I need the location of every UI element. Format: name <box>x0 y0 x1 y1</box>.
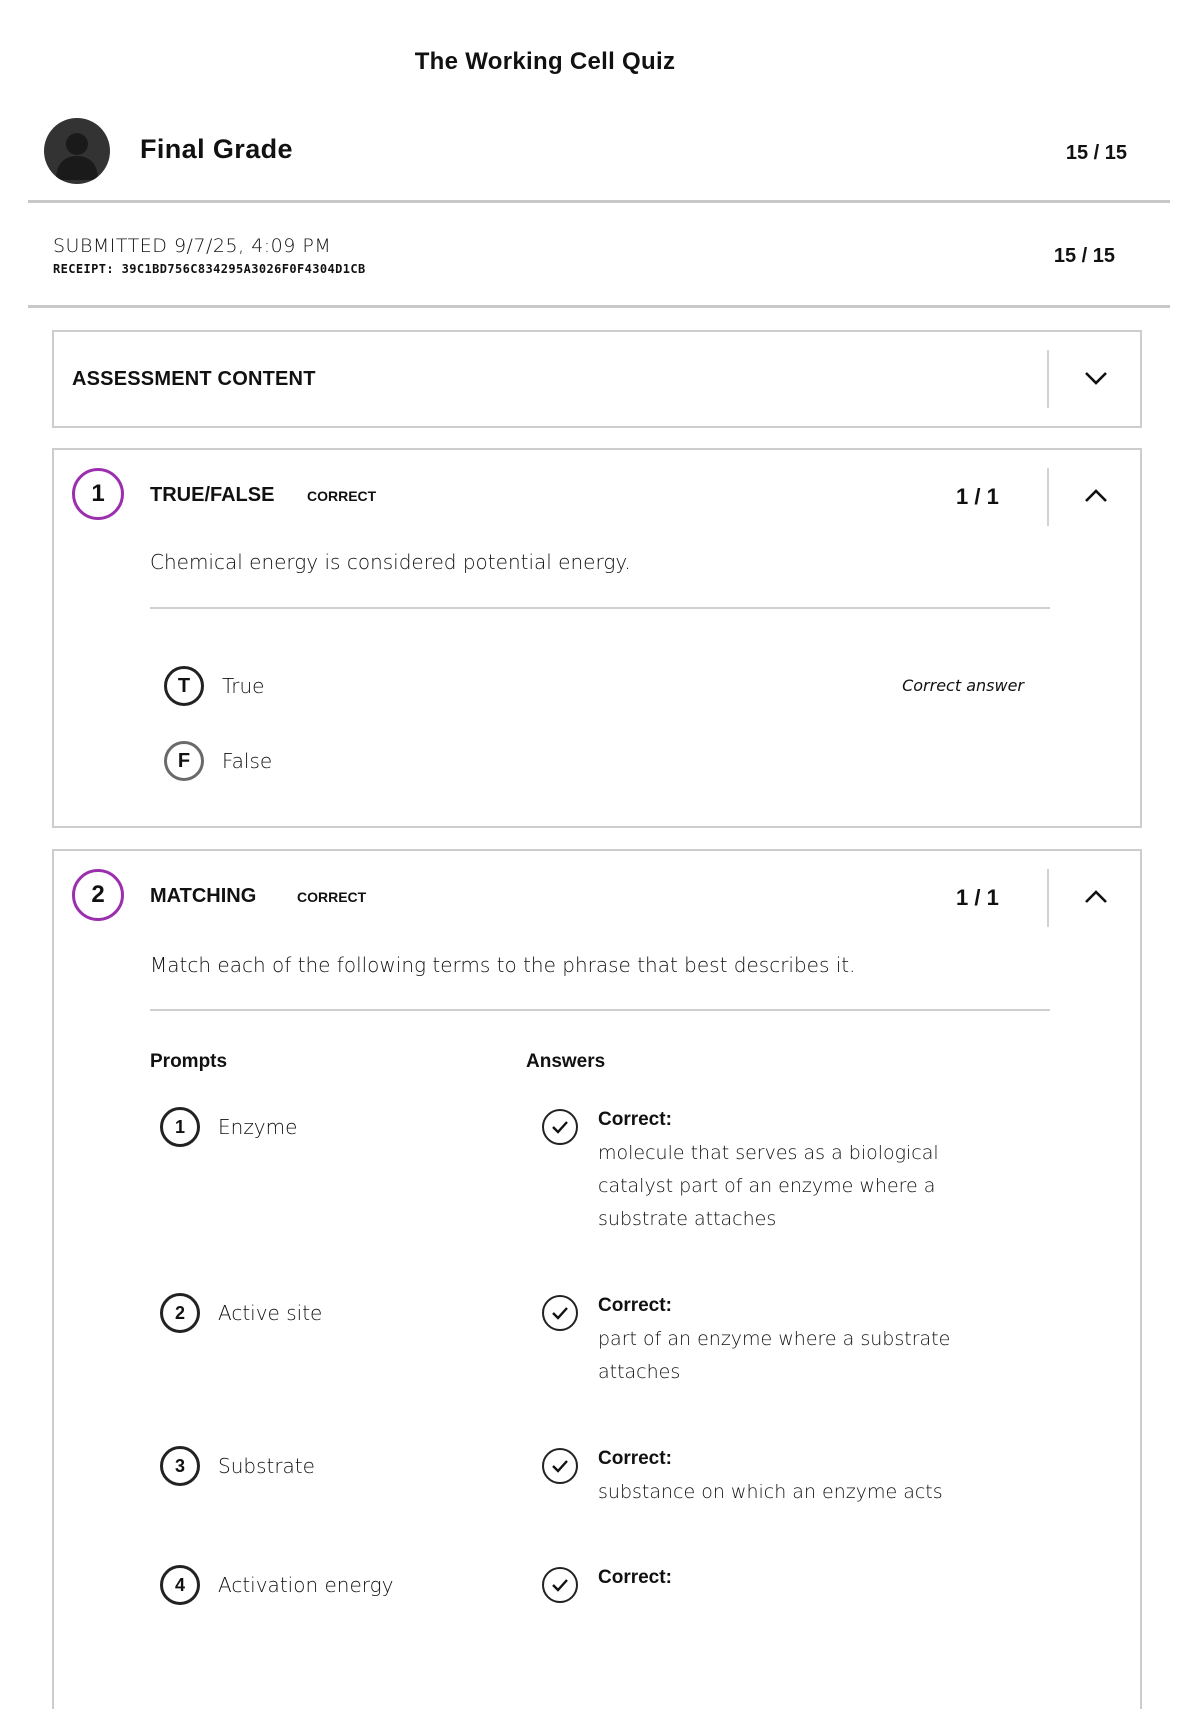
answer-text: molecule that serves as a biological catalyst part of an enzyme where a substrate attaches <box>598 1142 939 1230</box>
correct-label: Correct: <box>598 1567 672 1588</box>
question-text: Match each of the following terms to the phrase that best describes it. <box>150 953 856 977</box>
check-circle-icon <box>542 1567 578 1603</box>
question-status: CORRECT <box>297 889 367 905</box>
question-score: 1 / 1 <box>956 484 999 509</box>
prompt-term: Substrate <box>218 1454 315 1478</box>
correct-answer-tag: Correct answer <box>902 676 1024 695</box>
prompts-header: Prompts <box>150 1051 228 1072</box>
chevron-up-icon[interactable] <box>1082 482 1110 510</box>
question-2-card <box>52 849 1142 1709</box>
question-type: TRUE/FALSE <box>150 484 275 506</box>
check-circle-icon <box>542 1295 578 1331</box>
chevron-down-icon[interactable] <box>1082 364 1110 392</box>
option-true[interactable] <box>164 666 1024 710</box>
question-text: Chemical energy is considered potential energy. <box>150 550 631 574</box>
answer-text: part of an enzyme where a substrate attaches <box>598 1328 951 1383</box>
divider <box>1047 468 1049 526</box>
prompt-number: 3 <box>160 1446 200 1486</box>
check-circle-icon <box>542 1448 578 1484</box>
assessment-content-panel[interactable] <box>52 330 1142 428</box>
chevron-up-icon[interactable] <box>1082 883 1110 911</box>
question-1-card <box>52 448 1142 828</box>
option-label: False <box>222 749 273 773</box>
option-label: True <box>222 674 265 698</box>
divider <box>28 305 1170 308</box>
divider <box>28 200 1170 203</box>
page-title: The Working Cell Quiz <box>414 48 676 75</box>
divider <box>1047 350 1049 408</box>
assessment-content-title: ASSESSMENT CONTENT <box>72 368 316 390</box>
prompt-number: 1 <box>160 1107 200 1147</box>
prompt-term: Active site <box>218 1301 323 1325</box>
option-letter: T <box>164 666 204 706</box>
divider <box>150 1009 1050 1011</box>
correct-label: Correct: <box>598 1448 672 1469</box>
question-score: 1 / 1 <box>956 885 999 910</box>
user-avatar-icon <box>44 118 110 184</box>
answers-header: Answers <box>526 1051 606 1072</box>
submitted-timestamp: SUBMITTED 9/7/25, 4:09 PM <box>53 235 332 257</box>
question-status: CORRECT <box>307 488 377 504</box>
question-number-badge: 1 <box>72 468 124 520</box>
receipt-id: RECEIPT: 39C1BD756C834295A3026F0F4304D1CB <box>53 262 366 276</box>
final-grade-label: Final Grade <box>140 134 293 164</box>
final-score: 15 / 15 <box>1065 142 1127 164</box>
answer-text: substance on which an enzyme acts <box>598 1481 943 1503</box>
prompt-term: Enzyme <box>218 1115 298 1139</box>
prompt-number: 2 <box>160 1293 200 1333</box>
option-false[interactable] <box>164 741 464 785</box>
check-circle-icon <box>542 1109 578 1145</box>
option-letter: F <box>164 741 204 781</box>
question-number-badge: 2 <box>72 869 124 921</box>
question-type: MATCHING <box>150 885 257 907</box>
divider <box>1047 869 1049 927</box>
prompt-term: Activation energy <box>218 1573 394 1597</box>
prompt-number: 4 <box>160 1565 200 1605</box>
correct-label: Correct: <box>598 1295 672 1316</box>
correct-label: Correct: <box>598 1109 672 1130</box>
divider <box>150 607 1050 609</box>
submission-score: 15 / 15 <box>1053 245 1115 267</box>
